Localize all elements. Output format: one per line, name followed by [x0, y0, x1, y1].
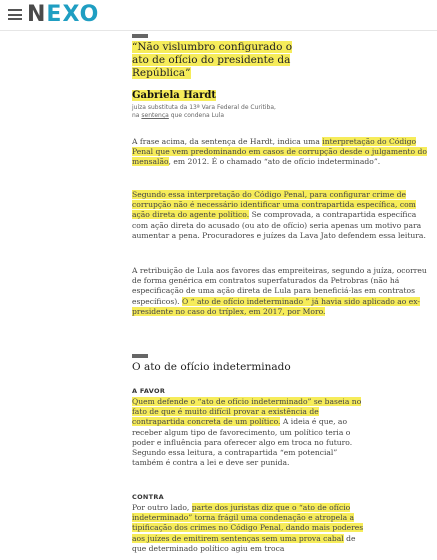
menu-icon[interactable]: [8, 9, 22, 20]
contra-label: CONTRA: [132, 493, 165, 501]
quote-text: “Não vislumbro configurado o ato de ofício do presidente da República”: [132, 41, 293, 79]
paragraph-2: Segundo essa interpretação do Código Penal, para configurar crime de corrupção não é necessário identificar uma contrapartida específica, com ação direta do agente político. Se comprovada, a contrapartida específica com ação direta do acusado (ou ato de ofício) seria apenas um motivo para aumentar a pena. Procuradores e juízes da Lava Jato defendem essa leitura.: [132, 190, 426, 240]
quote-author-role: juíza substituta da 13ª Vara Federal de Curitiba, na sentença que condena Lula: [132, 104, 276, 119]
nexo-logo[interactable]: NEXO: [27, 2, 100, 27]
favor-text: Quem defende o “ato de ofício indeterminado” se baseia no fato de que é muito difícil provar a existência de contrapartida concreta de um político. A ideia é que, ao receber algum tipo de favorecimento, um político teria o poder e influência para oferecer algo em troca no futuro. Segundo essa leitura, a contrapartida “em potencial” também é contra a lei e deve ser punida.: [132, 397, 362, 468]
quote-block: [132, 34, 432, 120]
paragraph-3: A retribuição de Lula aos favores das empreiteiras, segundo a juíza, ocorreu de forma genérica em contratos superfaturados da Petrobras (não há especificação de uma ação direta de Lula para beneficiá-las em contratos específicos). O “ ato de ofício indeterminado ” já havia sido aplicado ao ex-presidente no caso do tríplex, em 2017, por Moro.: [132, 266, 427, 316]
contra-block: [132, 493, 368, 554]
paragraph-1: A frase acima, da sentença de Hardt, indica uma interpretação do Código Penal que vem predominando em casos de corrupção desde o julgamento do mensalão, em 2012. É o chamado “ato de ofício indeterminado”.: [132, 137, 427, 167]
section-heading: O ato de ofício indeterminado: [132, 361, 291, 373]
top-bar: [0, 0, 437, 31]
quote-author: Gabriela Hardt: [132, 90, 217, 101]
favor-block: [132, 387, 368, 468]
quote-bar: [132, 34, 148, 38]
section-bar: [132, 354, 148, 358]
contra-text: Por outro lado, parte dos juristas diz que o “ato de ofício indeterminado” torna frágil uma condenação e atropela a tipificação dos crimes no Código Penal, dando mais poderes aos juízes de emitirem sentenças sem uma prova cabal de que determinado político agiu em troca: [132, 503, 364, 553]
sentenca-link[interactable]: sentença: [141, 112, 169, 119]
favor-label: A FAVOR: [132, 387, 166, 395]
